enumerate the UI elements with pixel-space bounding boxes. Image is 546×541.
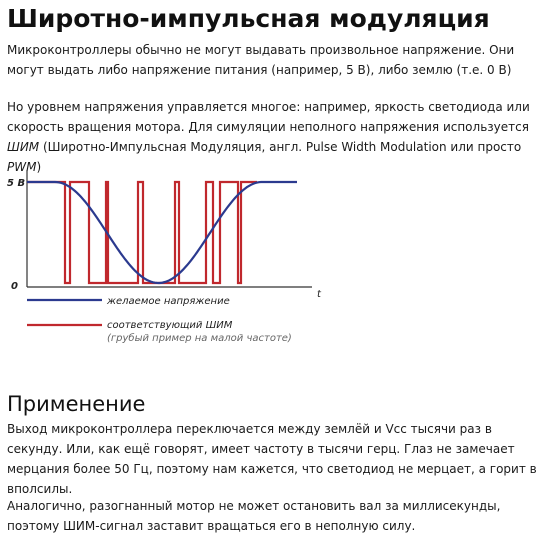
intro-p2-em-pwm: PWM xyxy=(7,160,37,174)
intro-p2-text-a: Но уровнем напряжения управляется многое: например, яркость светодиода или скорость вращения мотора. Для симуляции неполного напряжения используется xyxy=(7,100,530,134)
pwm-figure xyxy=(7,165,337,355)
y-top-label: 5 В xyxy=(7,178,26,189)
y-zero-label: 0 xyxy=(11,281,18,292)
section-heading: Применение xyxy=(7,392,146,416)
intro-p2-em-shim: ШИМ xyxy=(7,140,40,154)
intro-p2-text-b: (Широтно-Импульсная Модуляция, англ. Pulse Width Modulation или просто xyxy=(39,140,522,154)
section-paragraph-1: Выход микроконтроллера переключается между землёй и Vcc тысячи раз в секунду. Или, как ещё говорят, имеет частоту в тысячи герц. Глаз не замечает мерцания более 50 Гц, поэтому нам кажется, что светодиод не мерцает, а горит в вполсилы. xyxy=(7,422,537,496)
x-axis-label: t xyxy=(317,289,321,300)
desired-voltage-line xyxy=(27,182,297,283)
intro-paragraph-1: Микроконтроллеры обычно не могут выдавать произвольное напряжение. Они могут выдать либо напряжение питания (например, 5 В), либо землю (т.е. 0 В) xyxy=(7,43,515,77)
section-paragraph-2: Аналогично, разогнанный мотор не может остановить вал за миллисекунды, поэтому ШИМ-сигнал заставит вращаться его в неполную силу. xyxy=(7,499,501,533)
pwm-signal-line xyxy=(27,182,257,283)
page-title: Широтно-импульсная модуляция xyxy=(7,4,490,33)
legend-pwm-label: соответствующий ШИМ xyxy=(107,320,233,331)
legend-pwm-note: (грубый пример на малой частоте) xyxy=(107,333,292,344)
pwm-diagram-svg xyxy=(7,165,337,355)
intro-p2-text-c: ) xyxy=(36,160,42,174)
legend-desired-label: желаемое напряжение xyxy=(107,296,230,307)
